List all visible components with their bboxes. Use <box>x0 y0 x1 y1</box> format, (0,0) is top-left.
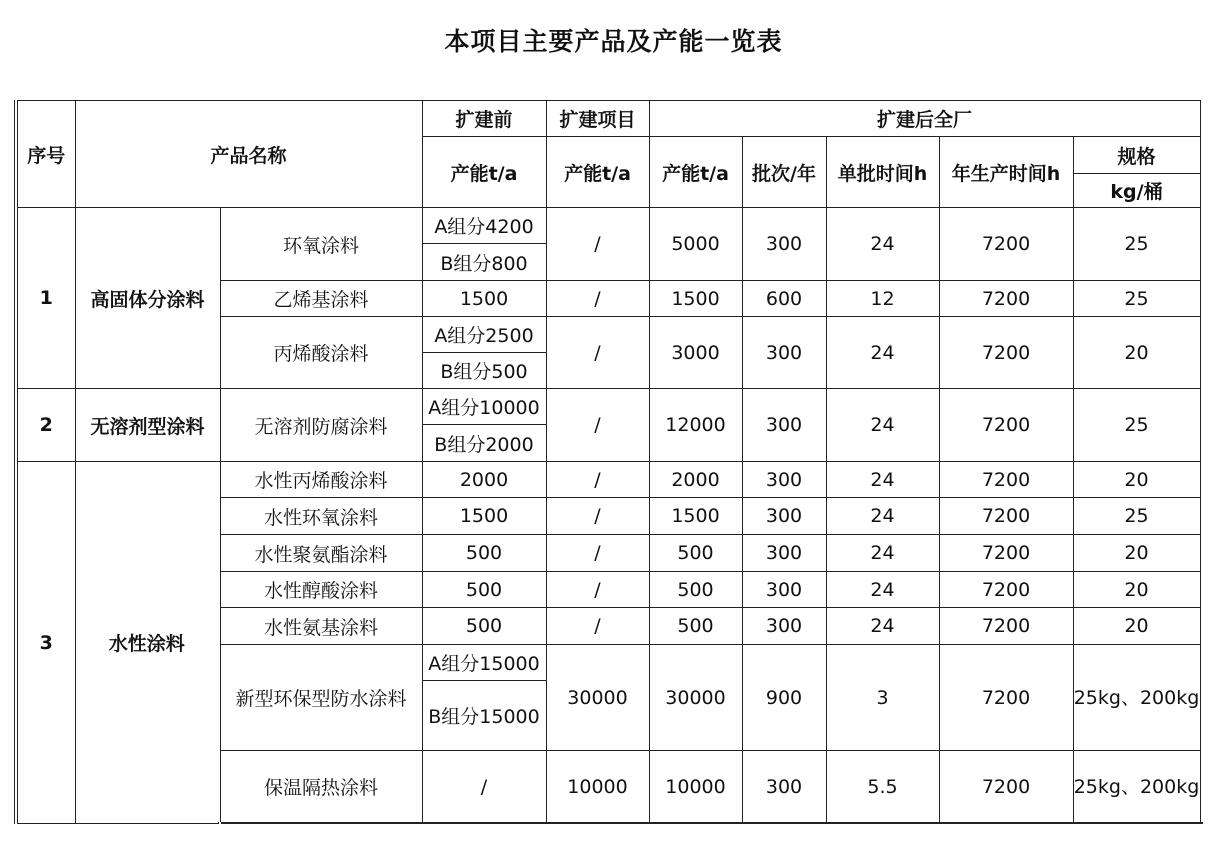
header-batch-time: 单批时间h <box>826 137 939 208</box>
annual-time-cell: 7200 <box>939 281 1073 317</box>
product-name-cell: 无溶剂防腐涂料 <box>220 389 422 462</box>
capacity-after-cell: 5000 <box>649 208 742 281</box>
header-spec <box>1073 137 1200 208</box>
spec-cell: 25 <box>1073 208 1200 281</box>
capacity-before-cell: A组分2500 <box>422 317 546 353</box>
spec-cell: 25kg、200kg <box>1073 645 1200 751</box>
table-gridline <box>422 823 546 824</box>
table-row <box>16 462 1202 498</box>
capacity-after-cell: 1500 <box>649 498 742 535</box>
header-product-name: 产品名称 <box>75 101 422 208</box>
batches-cell: 300 <box>742 462 826 498</box>
capacity-after-cell: 500 <box>649 535 742 572</box>
capacity-before-cell: 1500 <box>422 498 546 535</box>
capacity-after-cell: 12000 <box>649 389 742 462</box>
batch-time-cell: 12 <box>826 281 939 317</box>
capacity-after-cell: 3000 <box>649 317 742 389</box>
capacity-project-cell: 10000 <box>546 751 649 823</box>
batches-cell: 300 <box>742 317 826 389</box>
table-gridline <box>649 823 742 824</box>
table-gridline <box>826 823 939 824</box>
table-row <box>16 389 1202 425</box>
spec-cell: 20 <box>1073 608 1200 645</box>
seq-cell: 3 <box>16 462 75 824</box>
batch-time-cell: 24 <box>826 208 939 281</box>
capacity-project-cell: / <box>546 208 649 281</box>
seq-cell: 1 <box>16 208 75 389</box>
capacity-before-cell: B组分2000 <box>422 425 546 462</box>
header-annual-time: 年生产时间h <box>939 137 1073 208</box>
capacity-before-cell: B组分800 <box>422 244 546 281</box>
capacity-before-cell: B组分15000 <box>422 681 546 751</box>
annual-time-cell: 7200 <box>939 498 1073 535</box>
batches-cell: 300 <box>742 535 826 572</box>
annual-time-cell: 7200 <box>939 751 1073 823</box>
product-name-cell: 丙烯酸涂料 <box>220 317 422 389</box>
table-gridline <box>546 823 649 824</box>
batch-time-cell: 24 <box>826 572 939 608</box>
capacity-project-cell: / <box>546 389 649 462</box>
capacity-before-cell: B组分500 <box>422 353 546 389</box>
capacity-before-cell: 1500 <box>422 281 546 317</box>
capacity-before-cell: 2000 <box>422 462 546 498</box>
capacity-project-cell: / <box>546 608 649 645</box>
annual-time-cell: 7200 <box>939 535 1073 572</box>
batch-time-cell: 3 <box>826 645 939 751</box>
header-capacity-before: 产能t/a <box>422 137 546 208</box>
capacity-after-cell: 10000 <box>649 751 742 823</box>
spec-cell: 25 <box>1073 498 1200 535</box>
batch-time-cell: 24 <box>826 535 939 572</box>
capacity-project-cell: 30000 <box>546 645 649 751</box>
annual-time-cell: 7200 <box>939 462 1073 498</box>
annual-time-cell: 7200 <box>939 608 1073 645</box>
annual-time-cell: 7200 <box>939 389 1073 462</box>
category-cell: 高固体分涂料 <box>75 208 220 389</box>
capacity-before-cell: A组分10000 <box>422 389 546 425</box>
table-gridline <box>1073 823 1200 824</box>
capacity-before-cell: 500 <box>422 535 546 572</box>
batches-cell: 300 <box>742 608 826 645</box>
product-name-cell: 水性氨基涂料 <box>220 608 422 645</box>
annual-time-cell: 7200 <box>939 572 1073 608</box>
batches-cell: 300 <box>742 389 826 462</box>
annual-time-cell: 7200 <box>939 208 1073 281</box>
table-gridline <box>220 823 422 824</box>
products-capacity-table <box>14 100 1203 824</box>
seq-cell: 2 <box>16 389 75 462</box>
product-name-cell: 新型环保型防水涂料 <box>220 645 422 751</box>
batch-time-cell: 5.5 <box>826 751 939 823</box>
batches-cell: 300 <box>742 498 826 535</box>
capacity-before-cell: A组分15000 <box>422 645 546 681</box>
header-seq: 序号 <box>16 101 75 208</box>
spec-cell: 25 <box>1073 389 1200 462</box>
batches-cell: 600 <box>742 281 826 317</box>
header-before-expansion: 扩建前 <box>422 101 546 137</box>
batch-time-cell: 24 <box>826 498 939 535</box>
spec-cell: 25kg、200kg <box>1073 751 1200 823</box>
capacity-project-cell: / <box>546 498 649 535</box>
header-batches: 批次/年 <box>742 137 826 208</box>
spec-cell: 20 <box>1073 535 1200 572</box>
capacity-project-cell: / <box>546 281 649 317</box>
batch-time-cell: 24 <box>826 317 939 389</box>
capacity-after-cell: 2000 <box>649 462 742 498</box>
header-expansion-project: 扩建项目 <box>546 101 649 137</box>
capacity-before-cell: 500 <box>422 572 546 608</box>
table-gridline <box>1201 823 1202 824</box>
product-name-cell: 水性丙烯酸涂料 <box>220 462 422 498</box>
capacity-before-cell: A组分4200 <box>422 208 546 244</box>
capacity-before-cell: / <box>422 751 546 823</box>
capacity-project-cell: / <box>546 317 649 389</box>
batch-time-cell: 24 <box>826 462 939 498</box>
batches-cell: 300 <box>742 572 826 608</box>
capacity-project-cell: / <box>546 572 649 608</box>
capacity-after-cell: 500 <box>649 572 742 608</box>
spec-cell: 20 <box>1073 462 1200 498</box>
header-after-expansion: 扩建后全厂 <box>649 101 1200 137</box>
batch-time-cell: 24 <box>826 389 939 462</box>
spec-cell: 20 <box>1073 317 1200 389</box>
table-gridline <box>742 823 826 824</box>
batches-cell: 900 <box>742 645 826 751</box>
header-capacity-project: 产能t/a <box>546 137 649 208</box>
capacity-project-cell: / <box>546 535 649 572</box>
header-spec-label: 规格 <box>1074 137 1200 174</box>
capacity-after-cell: 500 <box>649 608 742 645</box>
capacity-project-cell: / <box>546 462 649 498</box>
table-row <box>16 208 1202 244</box>
batches-cell: 300 <box>742 751 826 823</box>
annual-time-cell: 7200 <box>939 645 1073 751</box>
product-name-cell: 水性聚氨酯涂料 <box>220 535 422 572</box>
product-name-cell: 水性环氧涂料 <box>220 498 422 535</box>
page-title: 本项目主要产品及产能一览表 <box>444 27 783 56</box>
batches-cell: 300 <box>742 208 826 281</box>
capacity-before-cell: 500 <box>422 608 546 645</box>
capacity-after-cell: 30000 <box>649 645 742 751</box>
category-cell: 水性涂料 <box>75 462 220 824</box>
batch-time-cell: 24 <box>826 608 939 645</box>
product-name-cell: 保温隔热涂料 <box>220 751 422 823</box>
header-capacity-after: 产能t/a <box>649 137 742 208</box>
capacity-after-cell: 1500 <box>649 281 742 317</box>
category-cell: 无溶剂型涂料 <box>75 389 220 462</box>
spec-cell: 20 <box>1073 572 1200 608</box>
product-name-cell: 环氧涂料 <box>220 208 422 281</box>
product-name-cell: 乙烯基涂料 <box>220 281 422 317</box>
product-name-cell: 水性醇酸涂料 <box>220 572 422 608</box>
annual-time-cell: 7200 <box>939 317 1073 389</box>
table-gridline <box>939 823 1073 824</box>
spec-cell: 25 <box>1073 281 1200 317</box>
header-spec-unit: kg/桶 <box>1110 181 1163 203</box>
